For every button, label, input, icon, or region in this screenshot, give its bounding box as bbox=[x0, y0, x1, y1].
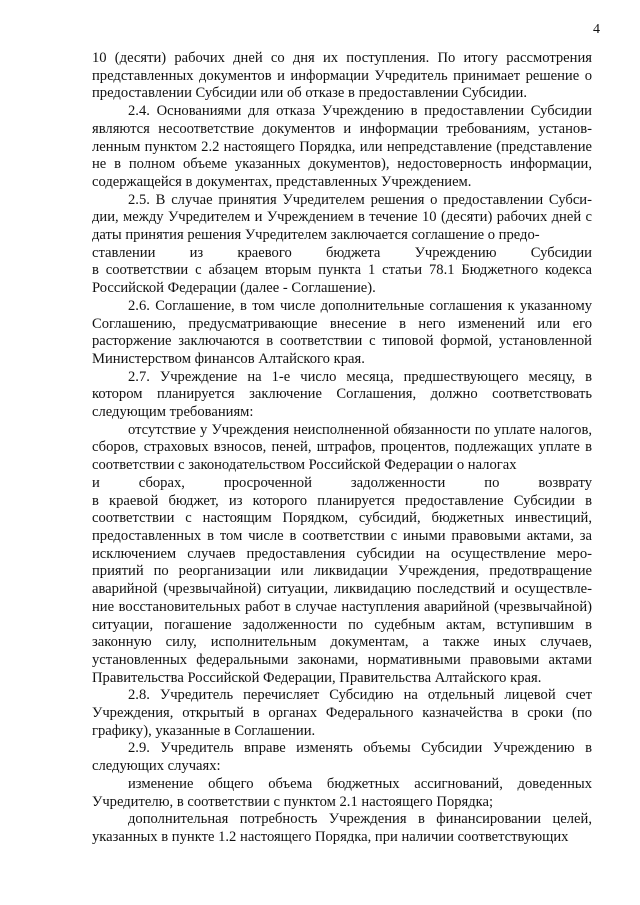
paragraph-2-7: 2.7. Учреждение на 1-е число месяца, предшествующего месяцу, в котором планируется заключение Соглашения, должно соответствовать следующим требованиям: bbox=[92, 368, 592, 421]
document-body bbox=[92, 50, 592, 847]
paragraph-2-5: 2.5. В случае принятия Учредителем решения о предоставлении Субсидии, между Учредителем и Учреждением в течение 10 (десяти) рабочих дней с даты принятия решения Учредителем заключается соглашение о предо- bbox=[92, 191, 592, 244]
paragraph-2-5-end: в соответствии с абзацем вторым пункта 1 статьи 78.1 Бюджетного кодекса Российской Федерации (далее - Соглашение). bbox=[92, 262, 592, 297]
requirement-paragraph: отсутствие у Учреждения неисполненной обязанности по уплате налогов, сборов, страховых взносов, пеней, штрафов, процентов, подлежащих уплате в соответствии с законодательством Российской Федерации о налогах bbox=[92, 421, 592, 474]
paragraph-2-9: 2.9. Учредитель вправе изменять объемы Субсидии Учреждению в следующих случаях: bbox=[92, 740, 592, 775]
paragraph-2-5-spaced-line: ставлении из краевого бюджета Учреждению Субсидии bbox=[92, 244, 592, 261]
paragraph-2-8: 2.8. Учредитель перечисляет Субсидию на отдельный лицевой счет Учреждения, открытый в органах Федерального казначейства в сроки (по графику), указанные в Соглашении. bbox=[92, 687, 592, 739]
requirement-spaced-line: и сборах, просроченной задолженности по возврату bbox=[92, 474, 592, 491]
requirement-paragraph-end: в краевой бюджет, из которого планируется предоставление Субсидии в соответствии с настоящим Порядком, субсидий, бюджетных инвестиций, предоставленных в том числе в соответствии с иными правовыми актами, за исключением случаев предоставления субсидии на осуществление мероприятий по реорганизации или ликвидации Учреждения, предотвращение аварийной (чрезвычайной) ситуации, ликвидацию последствий и осуществление восстановительных работ в случае наступления аварийной (чрезвычайной) ситуации, погашение задолженности по судебным актам, вступившим в законную силу, исполнительным документам, а также иных случаев, установленных федеральными законами, нормативными правовыми актами Правительства Российской Федерации, Правительства Алтайского края. bbox=[92, 492, 592, 686]
paragraph-continuation: 10 (десяти) рабочих дней со дня их поступления. По итогу рассмотрения представленных документов и информации Учредитель принимает решение о предоставлении Субсидии или об отказе в предоставлении Субсидии. bbox=[92, 50, 592, 102]
page-number: 4 bbox=[593, 22, 600, 37]
paragraph-2-6: 2.6. Соглашение, в том числе дополнительные соглашения к указанному Соглашению, предусматривающие внесение в него изменений или его расторжение заключаются в соответствии с типовой формой, установленной Министерством финансов Алтайского края. bbox=[92, 297, 592, 367]
paragraph-2-4: 2.4. Основаниями для отказа Учреждению в предоставлении Субсидии являются несоответствие документов и информации требованиям, установленным пунктом 2.2 настоящего Порядка, или непредставление (представление не в полном объеме указанных документов), недостоверность информации, содержащейся в документах, представленных Учреждением. bbox=[92, 103, 592, 190]
case-additional-need: дополнительная потребность Учреждения в финансировании целей, указанных в пункте 1.2 настоящего Порядка, при наличии соответствующих bbox=[92, 811, 592, 845]
case-budget-change: изменение общего объема бюджетных ассигнований, доведенных Учредителю, в соответствии с пунктом 2.1 настоящего Порядка; bbox=[92, 775, 592, 810]
